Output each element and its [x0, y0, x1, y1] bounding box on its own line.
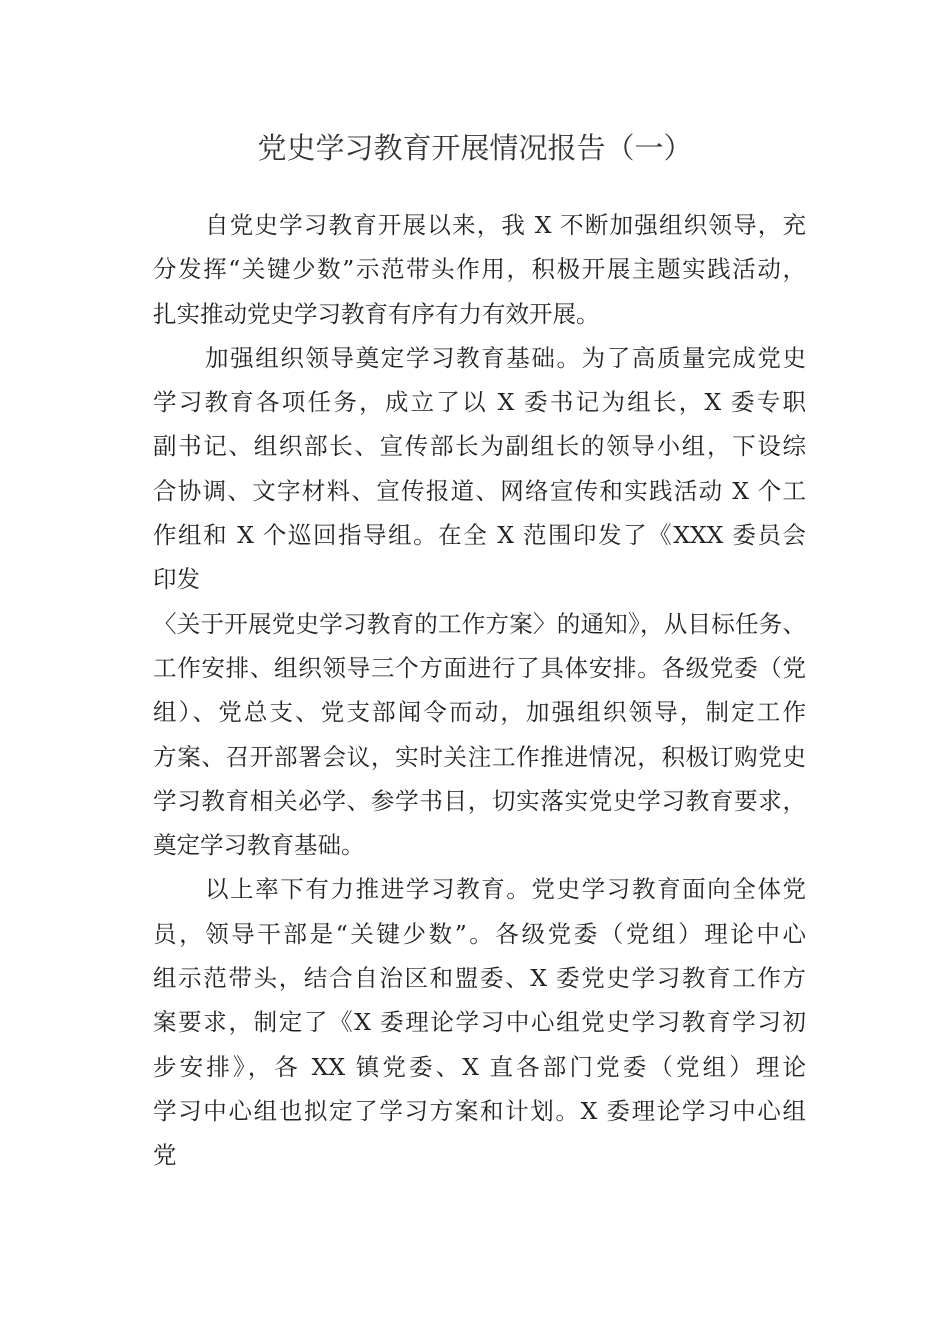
- text-line: 组示范带头，结合自治区和盟委、X 委党史学习教育工作方: [153, 964, 806, 993]
- text-line: 党: [153, 1141, 177, 1170]
- text-line: 工作安排、组织领导三个方面进行了具体安排。各级党委（党: [153, 653, 806, 682]
- document-title: 党史学习教育开展情况报告（一）: [257, 131, 693, 165]
- text-line: 〈关于开展党史学习教育的工作方案〉的通知》，从目标任务、: [153, 609, 806, 638]
- text-line: 分发挥“关键少数”示范带头作用，积极开展主题实践活动，: [153, 255, 806, 284]
- text-line: 步安排》，各 XX 镇党委、X 直各部门党委（党组）理论: [153, 1052, 806, 1081]
- text-line: 合协调、文字材料、宣传报道、网络宣传和实践活动 X 个工: [153, 476, 806, 505]
- text-line: 学习教育各项任务，成立了以 X 委书记为组长，X 委专职: [153, 388, 806, 417]
- text-line: 副书记、组织部长、宣传部长为副组长的领导小组，下设综: [153, 432, 806, 461]
- text-line: 自党史学习教育开展以来，我 X 不断加强组织领导，充: [205, 211, 806, 239]
- paragraph: [153, 336, 806, 868]
- document-body: [153, 203, 806, 1178]
- text-line: 扎实推动党史学习教育有序有力有效开展。: [153, 299, 600, 328]
- text-line: 奠定学习教育基础。: [153, 831, 365, 860]
- text-line: 加强组织领导奠定学习教育基础。为了高质量完成党史: [205, 343, 806, 372]
- text-line: 组）、党总支、党支部闻令而动，加强组织领导，制定工作: [153, 698, 806, 727]
- text-line: 作组和 X 个巡回指导组。在全 X 范围印发了《XXX 委员会: [153, 521, 806, 550]
- paragraph: [153, 867, 806, 1177]
- text-line: 以上率下有力推进学习教育。党史学习教育面向全体党: [205, 875, 806, 904]
- text-line: 员，领导干部是“关键少数”。各级党委（党组）理论中心: [153, 919, 806, 948]
- text-line: 学习中心组也拟定了学习方案和计划。X 委理论学习中心组: [153, 1096, 806, 1125]
- paragraph: [153, 203, 806, 336]
- text-line: 学习教育相关必学、参学书目，切实落实党史学习教育要求，: [153, 786, 806, 815]
- text-line: 印发: [153, 565, 200, 594]
- text-line: 案要求，制定了《X 委理论学习中心组党史学习教育学习初: [153, 1008, 806, 1037]
- text-line: 方案、召开部署会议，实时关注工作推进情况，积极订购党史: [153, 742, 806, 771]
